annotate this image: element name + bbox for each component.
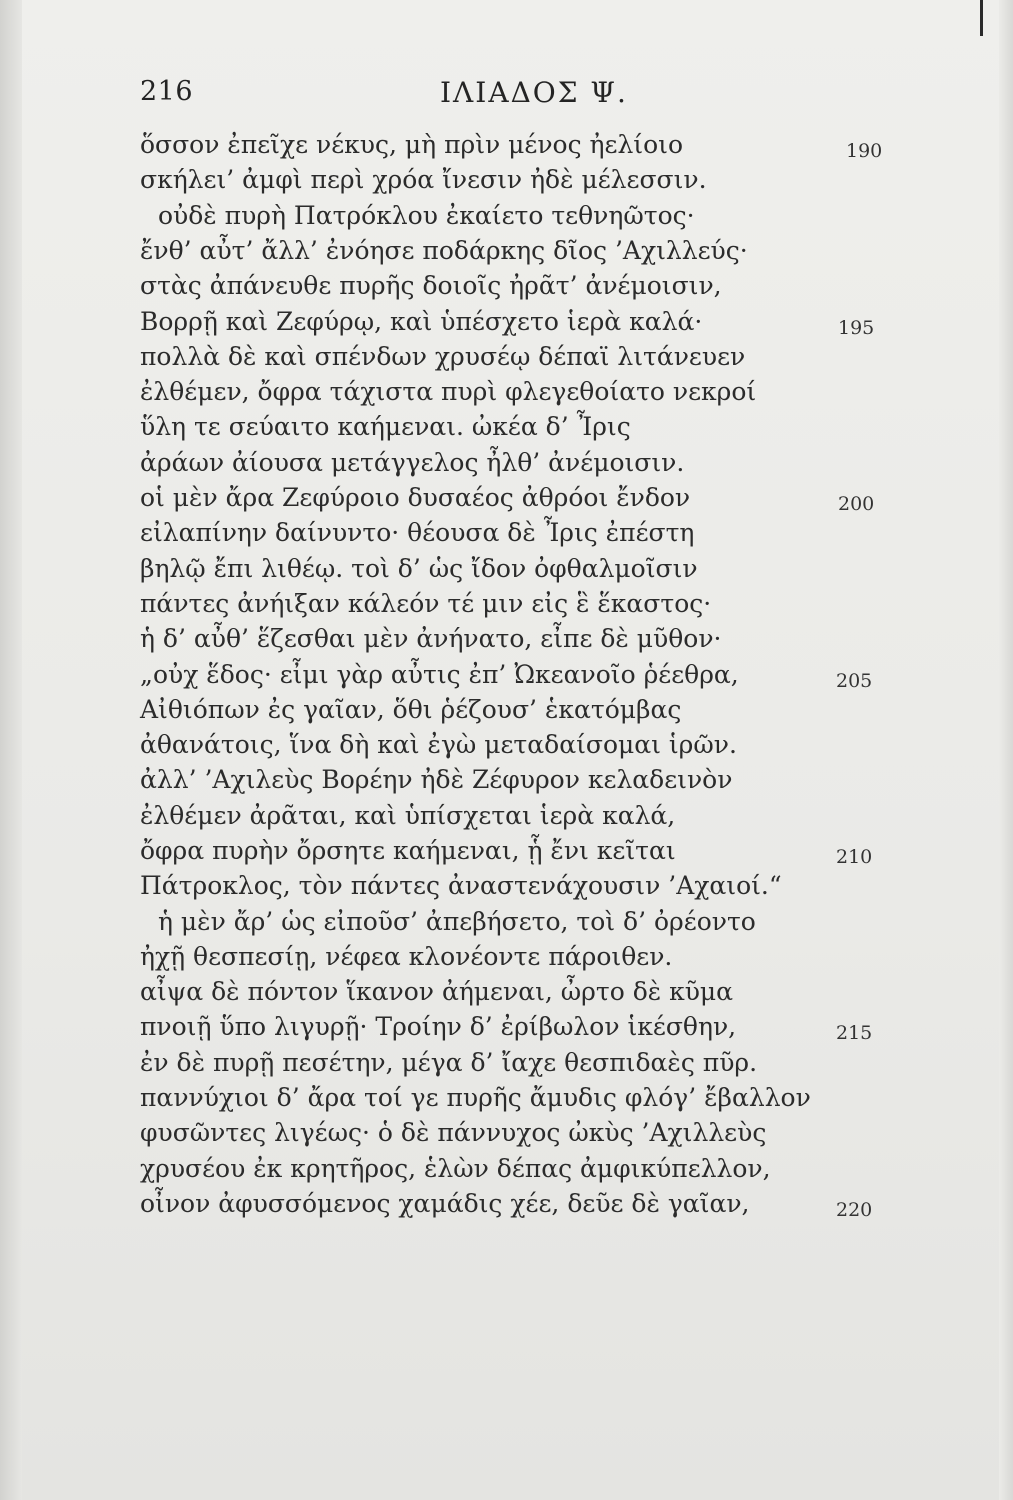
corner-mark xyxy=(980,0,983,36)
verse-line: Πάτροκλος, τὸν πάντες ἀναστενάχουσιν ’Αχαιοί.“ xyxy=(140,871,782,900)
verse-line: ἐν δὲ πυρῇ πεσέτην, μέγα δ’ ἴαχε θεσπιδαὲς πῦρ. xyxy=(140,1048,758,1077)
verse-line: ἔνθ’ αὖτ’ ἄλλ’ ἐνόησε ποδάρκης δῖος ’Αχιλλεύς· xyxy=(140,236,748,265)
verse-line: ἐλθέμεν, ὄφρα τάχιστα πυρὶ φλεγεθοίατο νεκροί xyxy=(140,377,757,406)
verse-line: „οὐχ ἕδος· εἶμι γὰρ αὖτις ἐπ’ Ὠκεανοῖο ῥέεθρα, xyxy=(140,660,739,689)
verse-line: ἀράων ἀίουσα μετάγγελος ἦλθ’ ἀνέμοισιν. xyxy=(140,448,685,477)
running-title: ΙΛΙΑΔΟΣ Ψ. xyxy=(440,76,628,109)
verse-line: πολλὰ δὲ καὶ σπένδων χρυσέῳ δέπαϊ λιτάνευεν xyxy=(140,342,746,371)
verse-line: οἱ μὲν ἄρα Ζεφύροιο δυσαέος ἀθρόοι ἔνδον xyxy=(140,483,691,512)
verse-line: ἡ δ’ αὖθ’ ἕζεσθαι μὲν ἀνήνατο, εἶπε δὲ μῦθον· xyxy=(140,624,722,653)
line-number: 220 xyxy=(836,1199,873,1221)
verse-line: πάντες ἀνήιξαν κάλεόν τέ μιν εἰς ἓ ἕκαστος· xyxy=(140,589,712,618)
verse-line: ἠχῇ θεσπεσίῃ, νέφεα κλονέοντε πάροιθεν. xyxy=(140,942,673,971)
line-number: 210 xyxy=(836,846,873,868)
verse-line: εἰλαπίνην δαίνυντο· θέουσα δὲ Ἶρις ἐπέστη xyxy=(140,518,695,547)
verse-line: ἀθανάτοις, ἵνα δὴ καὶ ἐγὼ μεταδαίσομαι ἱρῶν. xyxy=(140,730,737,759)
line-number: 200 xyxy=(838,493,875,515)
verse-line: Βορρῇ καὶ Ζεφύρῳ, καὶ ὑπέσχετο ἱερὰ καλά· xyxy=(140,307,703,336)
verse-line: χρυσέου ἐκ κρητῆρος, ἑλὼν δέπας ἀμφικύπελλον, xyxy=(140,1154,771,1183)
page-number: 216 xyxy=(140,76,194,107)
line-number: 190 xyxy=(846,140,883,162)
verse-line: ὕλη τε σεύαιτο καήμεναι. ὠκέα δ’ Ἶρις xyxy=(140,412,631,441)
line-number: 205 xyxy=(836,670,873,692)
verse-line: αἶψα δὲ πόντον ἵκανον ἀήμεναι, ὦρτο δὲ κῦμα xyxy=(140,977,734,1006)
verse-line: σκήλει’ ἀμφὶ περὶ χρόα ἴνεσιν ἠδὲ μέλεσσιν. xyxy=(140,165,707,194)
line-number: 195 xyxy=(838,317,875,339)
page-edge-shadow xyxy=(999,0,1013,1500)
verse-line: ἐλθέμεν ἀρᾶται, καὶ ὑπίσχεται ἱερὰ καλά, xyxy=(140,801,676,830)
verse-line: παννύχιοι δ’ ἄρα τοί γε πυρῆς ἄμυδις φλόγ’ ἔβαλλον xyxy=(140,1083,811,1112)
verse-line: οἶνον ἀφυσσόμενος χαμάδις χέε, δεῦε δὲ γαῖαν, xyxy=(140,1189,750,1218)
verse-line: οὐδὲ πυρὴ Πατρόκλου ἐκαίετο τεθνηῶτος· xyxy=(158,201,695,230)
verse-line: φυσῶντες λιγέως· ὁ δὲ πάννυχος ὠκὺς ’Αχιλλεὺς xyxy=(140,1118,767,1147)
verse-line: πνοιῇ ὕπο λιγυρῇ· Τροίην δ’ ἐρίβωλον ἱκέσθην, xyxy=(140,1012,737,1041)
verse-line: βηλῷ ἔπι λιθέῳ. τοὶ δ’ ὡς ἴδον ὀφθαλμοῖσιν xyxy=(140,554,698,583)
verse-line: ἡ μὲν ἄρ’ ὡς εἰποῦσ’ ἀπεβήσετο, τοὶ δ’ ὀρέοντο xyxy=(158,907,756,936)
line-number: 215 xyxy=(836,1022,873,1044)
verse-line: ἀλλ’ ’Αχιλεὺς Βορέην ἠδὲ Ζέφυρον κελαδεινὸν xyxy=(140,765,733,794)
binding-shadow xyxy=(0,0,22,1500)
verse-line: Αἰθιόπων ἐς γαῖαν, ὅθι ῥέζουσ’ ἑκατόμβας xyxy=(140,695,682,724)
verse-line: ὅσσον ἐπεῖχε νέκυς, μὴ πρὶν μένος ἠελίοιο xyxy=(140,130,684,159)
verse-line: στὰς ἀπάνευθε πυρῆς δοιοῖς ἠρᾶτ’ ἀνέμοισιν, xyxy=(140,271,722,300)
verse-line: ὄφρα πυρὴν ὄρσητε καήμεναι, ᾗ ἔνι κεῖται xyxy=(140,836,676,865)
